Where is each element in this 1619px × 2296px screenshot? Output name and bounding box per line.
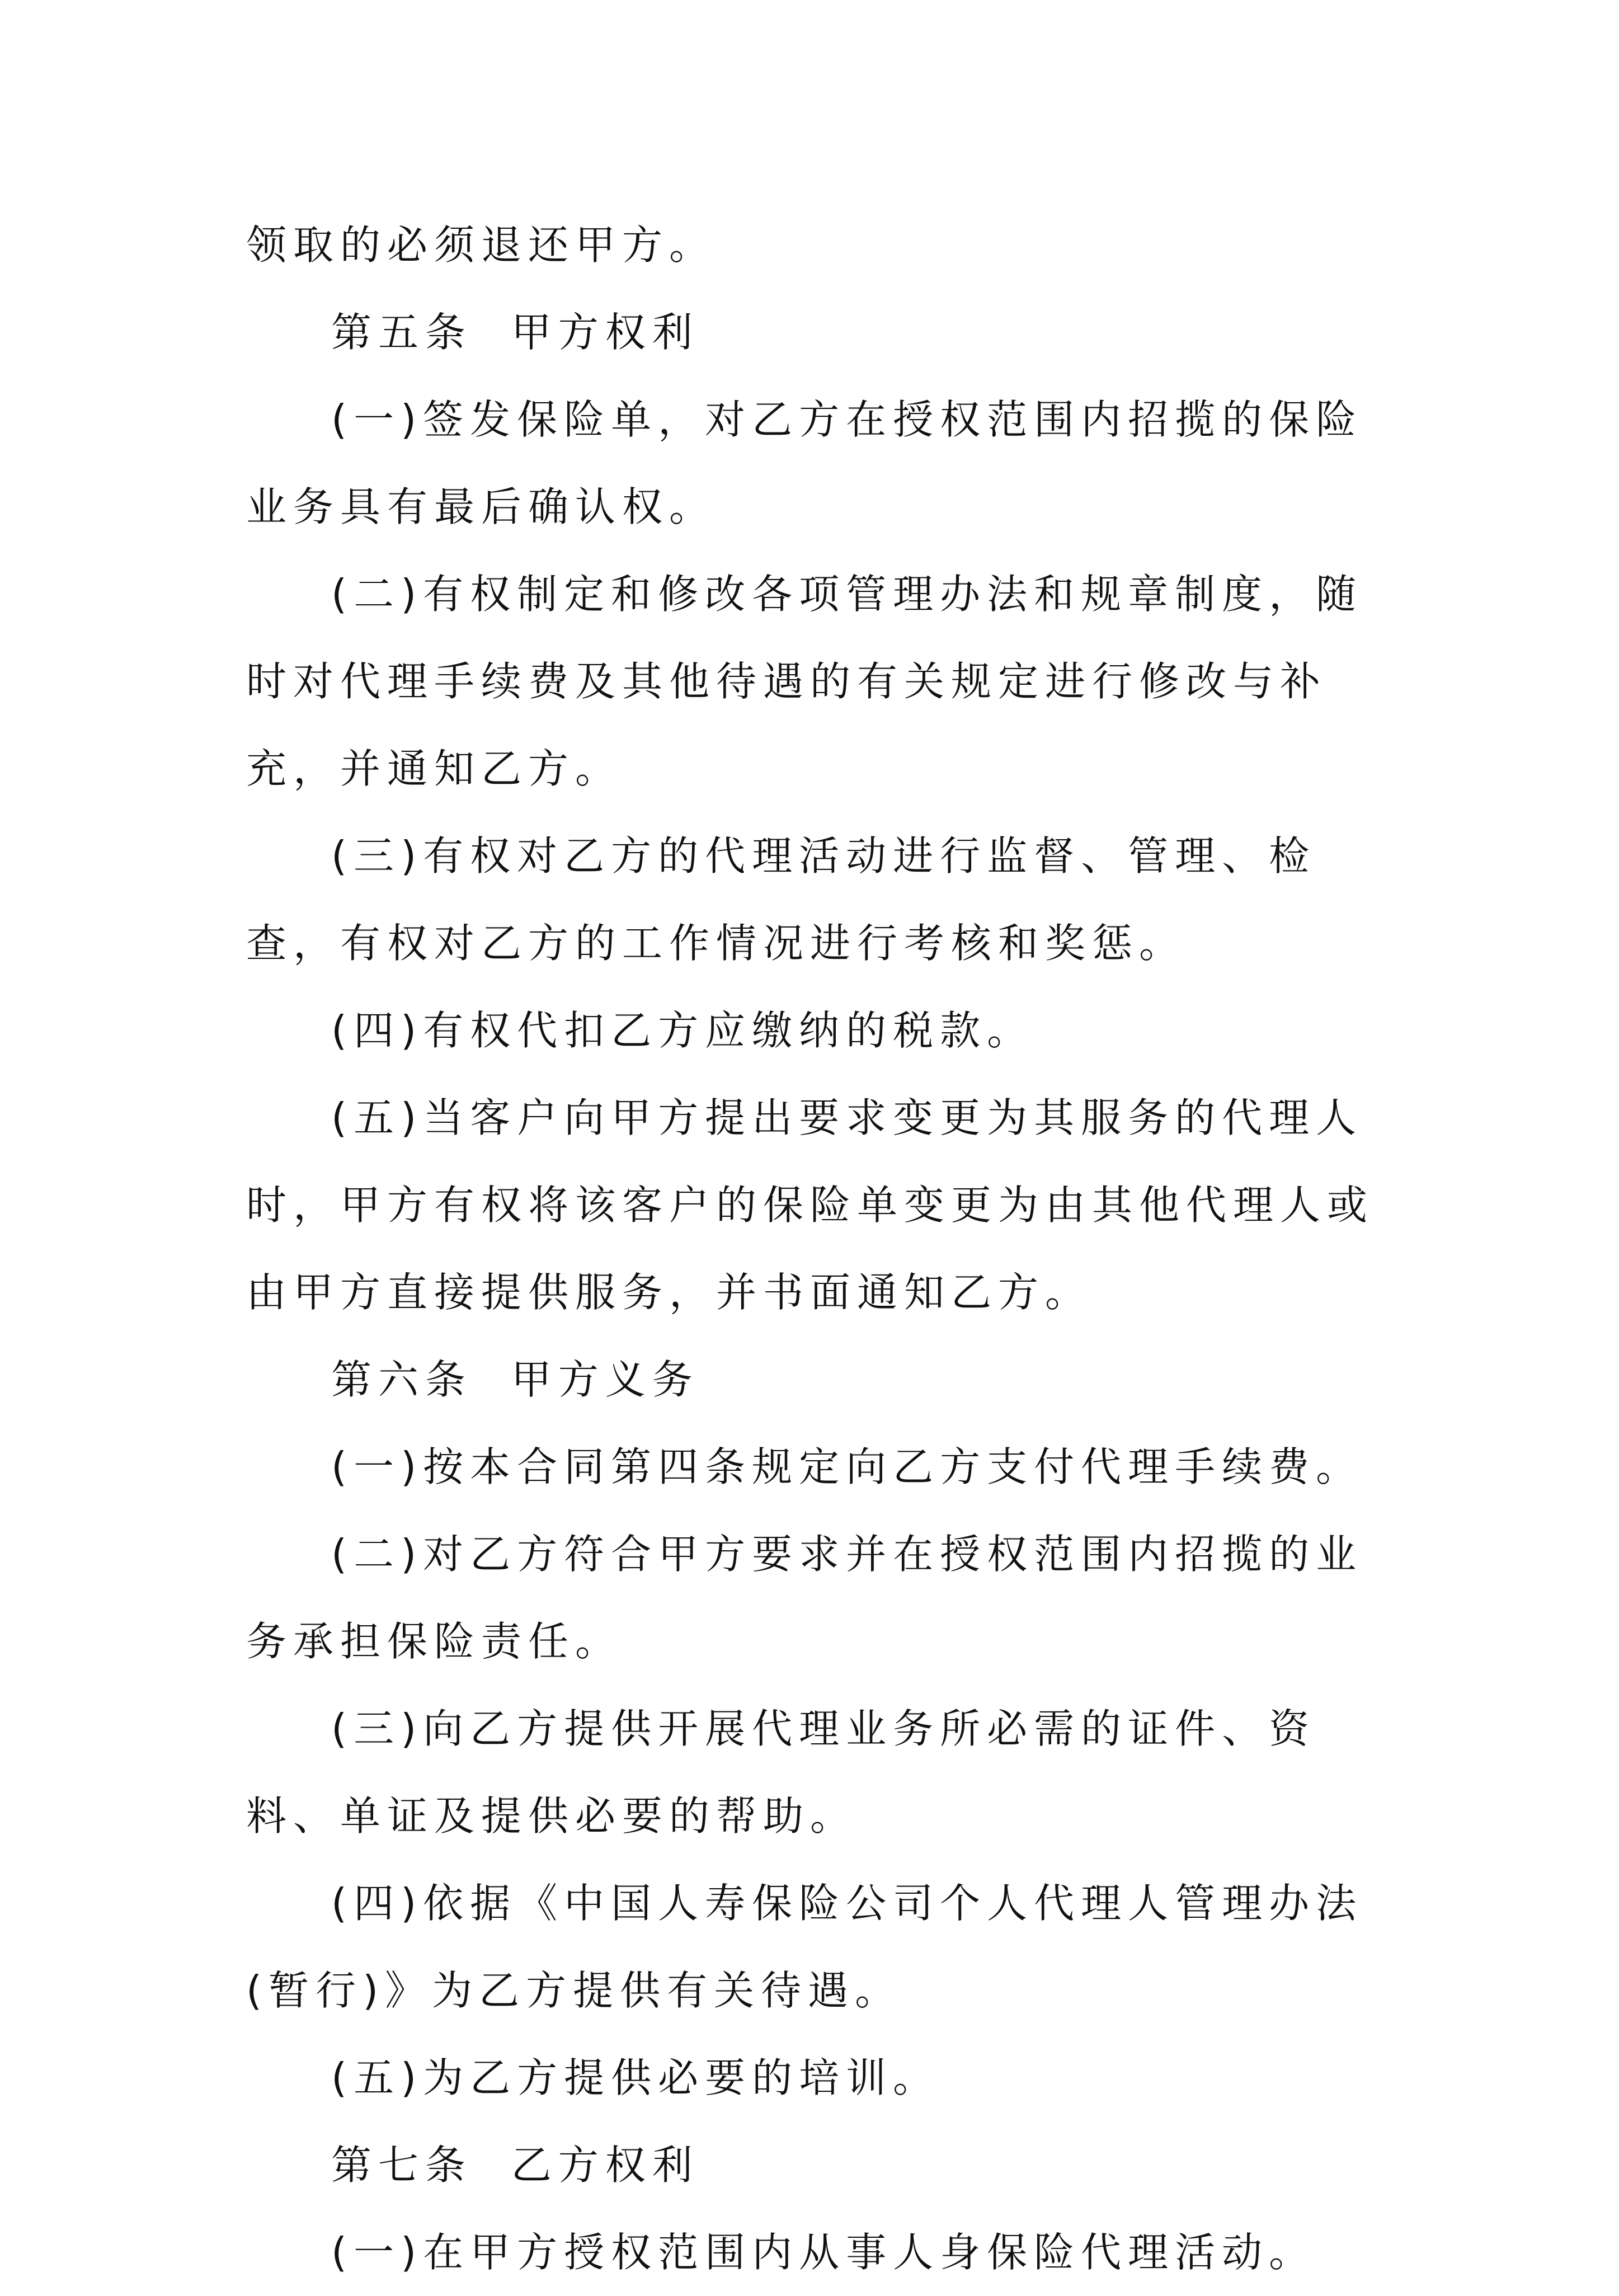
article-5-item-2: (二)有权制定和修改各项管理办法和规章制度，随时对代理手续费及其他待遇的有关规定进行修改与补充，并通知乙方。 [246, 571, 1363, 792]
document-body [246, 201, 1376, 2296]
article-6-item-5: (五)为乙方提供必要的培训。 [331, 2054, 940, 2101]
article-6-item-3: (三)向乙方提供开展代理业务所必需的证件、资料、单证及提供必要的帮助。 [246, 1705, 1316, 1839]
article-6-heading: 第六条 甲方义务 [331, 1356, 699, 1403]
article-5-item-5: (五)当客户向甲方提出要求变更为其服务的代理人时，甲方有权将该客户的保险单变更为由其他代理人或由甲方直接提供服务，并书面通知乙方。 [246, 1094, 1375, 1316]
article-6-item-4: (四)依据《中国人寿保险公司个人代理人管理办法(暂行)》为乙方提供有关待遇。 [246, 1880, 1363, 2014]
article-5-item-3: (三)有权对乙方的代理活动进行监督、管理、检查，有权对乙方的工作情况进行考核和奖惩。 [246, 832, 1316, 967]
article-5-item-1: (一)签发保险单，对乙方在授权范围内招揽的保险业务具有最后确认权。 [246, 396, 1363, 530]
article-5-item-4: (四)有权代扣乙方应缴纳的税款。 [331, 1007, 1034, 1054]
article-7-heading: 第七条 乙方权利 [331, 2142, 699, 2189]
article-6-item-1: (一)按本合同第四条规定向乙方支付代理手续费。 [331, 1443, 1363, 1490]
article-7-item-1: (一)在甲方授权范围内从事人身保险代理活动。 [331, 2229, 1316, 2276]
article-5-heading: 第五条 甲方权利 [331, 309, 699, 356]
article-6-item-2: (二)对乙方符合甲方要求并在授权范围内招揽的业务承担保险责任。 [246, 1531, 1363, 1665]
paragraph-continuation: 领取的必须退还甲方。 [246, 222, 717, 269]
